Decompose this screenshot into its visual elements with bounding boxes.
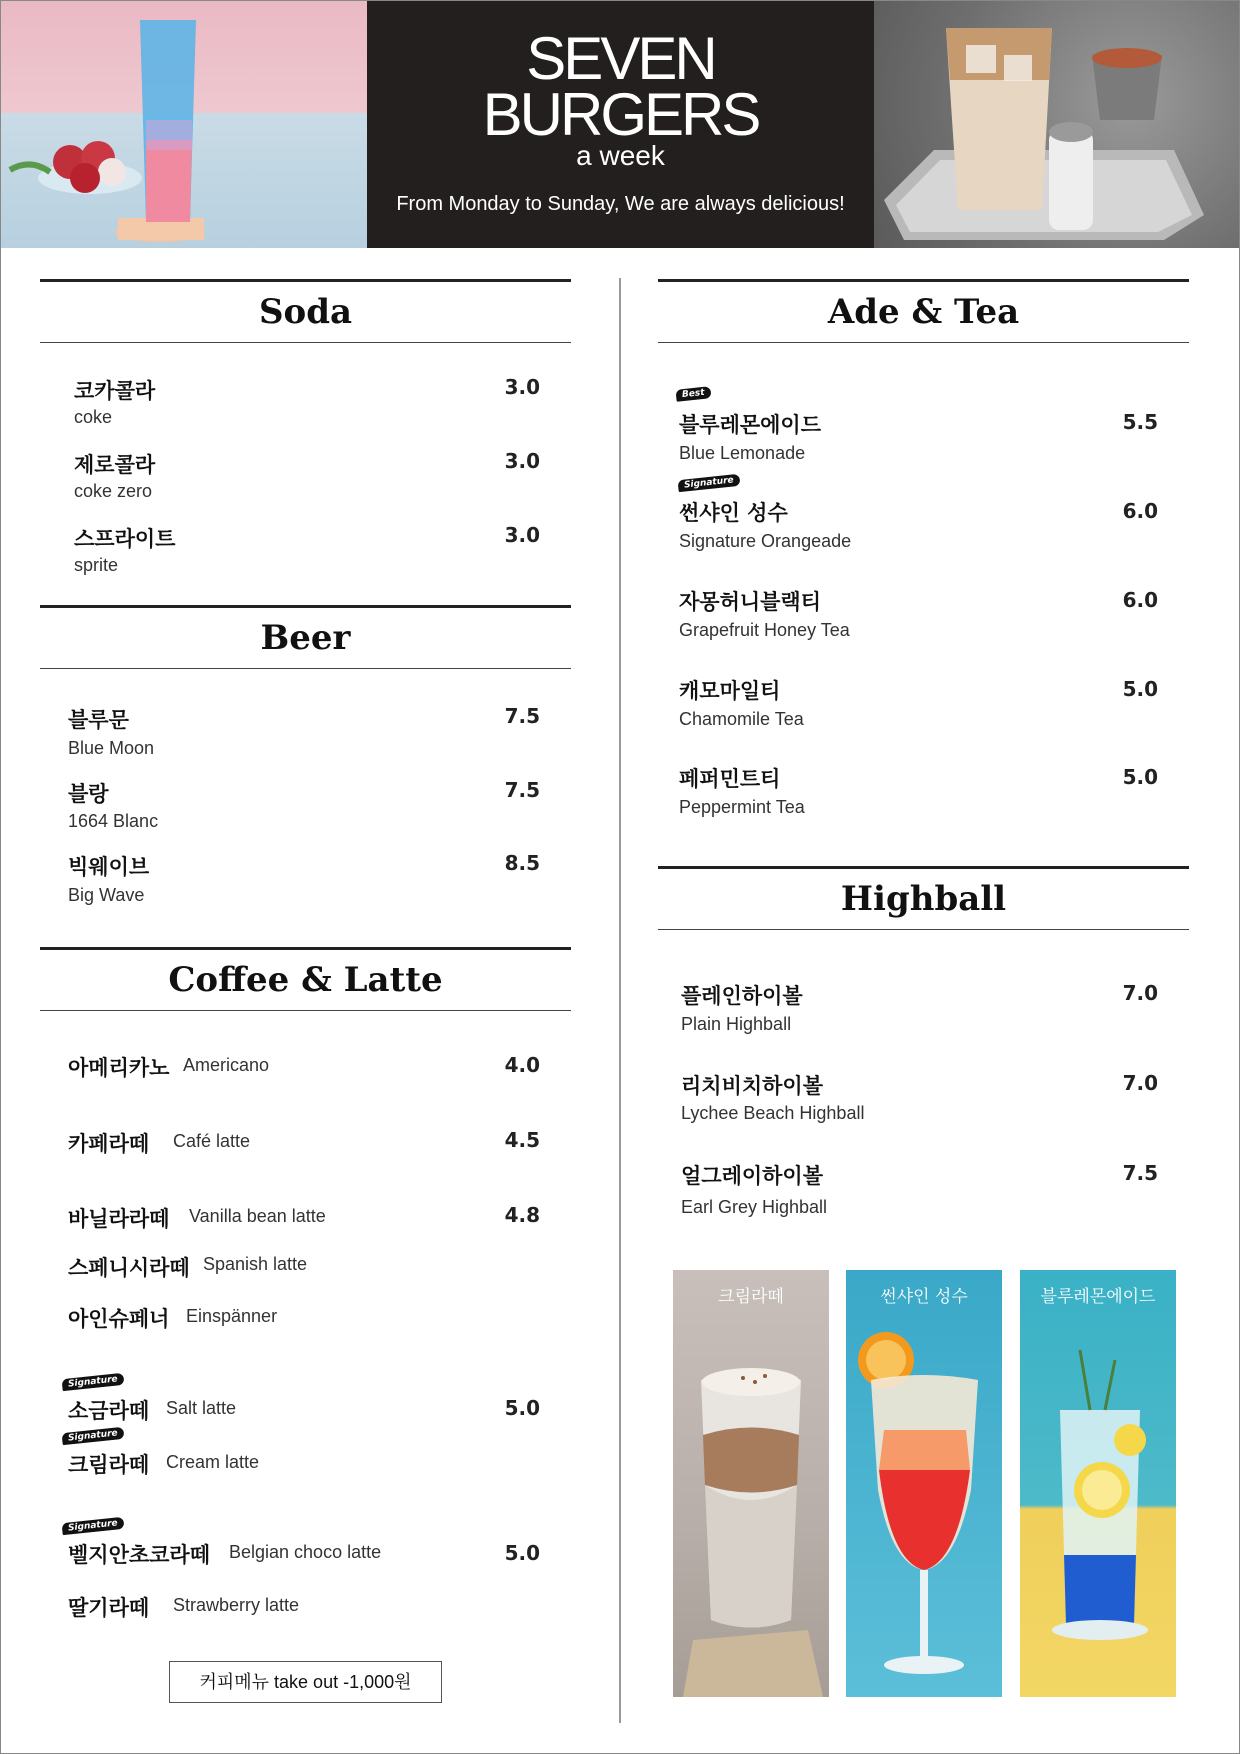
item-name-kr: 카페라떼 [68, 1132, 150, 1156]
item-price: 6.0 [1122, 499, 1158, 523]
item-name-kr: 코카콜라 [74, 379, 156, 403]
item-price: 3.0 [504, 375, 540, 399]
item-price: 5.0 [1122, 677, 1158, 701]
item-price: 7.0 [1122, 981, 1158, 1005]
milk-tea-photo [874, 0, 1240, 248]
brand-line-2: BURGERS [482, 81, 759, 148]
signature-badge: Signature [62, 1373, 125, 1391]
item-name-en: coke zero [74, 481, 153, 501]
item-price: 4.8 [504, 1203, 540, 1227]
item-name-en: Americano [183, 1055, 270, 1075]
item-name-kr: 바닐라라떼 [68, 1207, 170, 1231]
panel-blue-lemonade [1020, 1270, 1176, 1697]
item-price: 7.5 [504, 778, 540, 802]
item-price: 7.5 [504, 704, 540, 728]
item-price: 4.5 [504, 1128, 540, 1152]
item-name-kr: 크림라떼 [68, 1453, 150, 1477]
section-title-ade-tea: Ade & Tea [658, 279, 1189, 343]
item-name-en: Lychee Beach Highball [681, 1103, 865, 1123]
item-name-en: sprite [74, 555, 119, 575]
item-name-kr: 캐모마일티 [679, 679, 781, 703]
item-price: 7.0 [1122, 1071, 1158, 1095]
item-name-kr: 얼그레이하이볼 [681, 1164, 824, 1188]
item-name-kr: 스프라이트 [74, 527, 176, 551]
item-name-kr: 블랑 [68, 782, 109, 806]
item-name-kr: 블루레몬에이드 [679, 413, 822, 437]
item-price: 3.0 [504, 449, 540, 473]
best-badge: Best [675, 386, 711, 402]
item-price: 7.5 [1122, 1161, 1158, 1185]
item-name-kr: 페퍼민트티 [679, 767, 781, 791]
item-name-kr: 썬샤인 성수 [679, 501, 788, 525]
item-name-kr: 빅웨이브 [68, 855, 150, 879]
panel-title: 블루레몬에이드 [1040, 1287, 1156, 1307]
item-price: 8.5 [504, 851, 540, 875]
item-name-kr: 플레인하이볼 [681, 984, 803, 1008]
panel-title: 썬샤인 성수 [880, 1287, 968, 1307]
item-name-en: Peppermint Tea [679, 797, 805, 817]
header-banner [0, 0, 1240, 248]
section-title-beer: Beer [40, 605, 571, 669]
item-name-en: Belgian choco latte [229, 1542, 382, 1562]
item-price: 5.5 [1122, 410, 1158, 434]
panel-title: 크림라떼 [718, 1287, 784, 1307]
brand-line-3: a week [576, 140, 665, 171]
item-name-en: Grapefruit Honey Tea [679, 620, 850, 640]
item-name-kr: 리치비치하이볼 [681, 1074, 824, 1098]
item-name-en: coke [74, 407, 113, 427]
item-name-en: Einspänner [186, 1306, 278, 1326]
brand-block [367, 0, 874, 248]
section-title-highball: Highball [658, 866, 1189, 930]
section-title-coffee: Coffee & Latte [40, 947, 571, 1011]
item-name-en: Strawberry latte [173, 1595, 300, 1615]
signature-badge: Signature [678, 474, 741, 492]
item-name-en: Blue Moon [68, 738, 155, 758]
item-name-en: Plain Highball [681, 1014, 792, 1034]
item-price: 4.0 [504, 1053, 540, 1077]
item-name-kr: 제로콜라 [74, 453, 156, 477]
section-title-soda: Soda [40, 279, 571, 343]
item-price: 5.0 [1122, 765, 1158, 789]
item-name-kr: 소금라떼 [68, 1399, 150, 1423]
item-name-kr: 블루문 [68, 708, 129, 732]
signature-badge: Signature [62, 1517, 125, 1535]
item-name-en: Big Wave [68, 885, 145, 905]
item-name-en: Cream latte [166, 1452, 260, 1472]
item-name-kr: 딸기라떼 [68, 1596, 150, 1620]
item-price: 6.0 [1122, 588, 1158, 612]
item-price: 5.0 [504, 1541, 540, 1565]
item-price: 3.0 [504, 523, 540, 547]
item-price: 5.0 [504, 1396, 540, 1420]
item-name-en: Vanilla bean latte [189, 1206, 326, 1226]
signature-badge: Signature [62, 1427, 125, 1445]
column-divider [619, 278, 621, 1723]
brand-line-1: SEVEN [526, 25, 715, 92]
tagline: From Monday to Sunday, We are always delicious! [396, 193, 845, 215]
item-name-kr: 자몽허니블랙티 [679, 590, 822, 614]
panel-cream-latte [673, 1270, 829, 1697]
item-name-en: 1664 Blanc [68, 811, 159, 831]
item-name-en: Spanish latte [203, 1254, 308, 1274]
item-name-kr: 아인슈페너 [68, 1307, 170, 1331]
item-name-en: Salt latte [166, 1398, 237, 1418]
item-name-en: Signature Orangeade [679, 531, 852, 551]
item-name-kr: 벨지안초코라떼 [68, 1543, 211, 1567]
takeout-note: 커피메뉴 take out -1,000원 [169, 1661, 442, 1703]
item-name-kr: 스페니시라떼 [68, 1256, 190, 1280]
blue-soda-photo [0, 0, 367, 248]
panel-sunshine [846, 1270, 1002, 1697]
item-name-en: Chamomile Tea [679, 709, 804, 729]
item-name-kr: 아메리카노 [68, 1056, 170, 1080]
item-name-en: Blue Lemonade [679, 443, 806, 463]
item-name-en: Earl Grey Highball [681, 1197, 828, 1217]
item-name-en: Café latte [173, 1131, 251, 1151]
